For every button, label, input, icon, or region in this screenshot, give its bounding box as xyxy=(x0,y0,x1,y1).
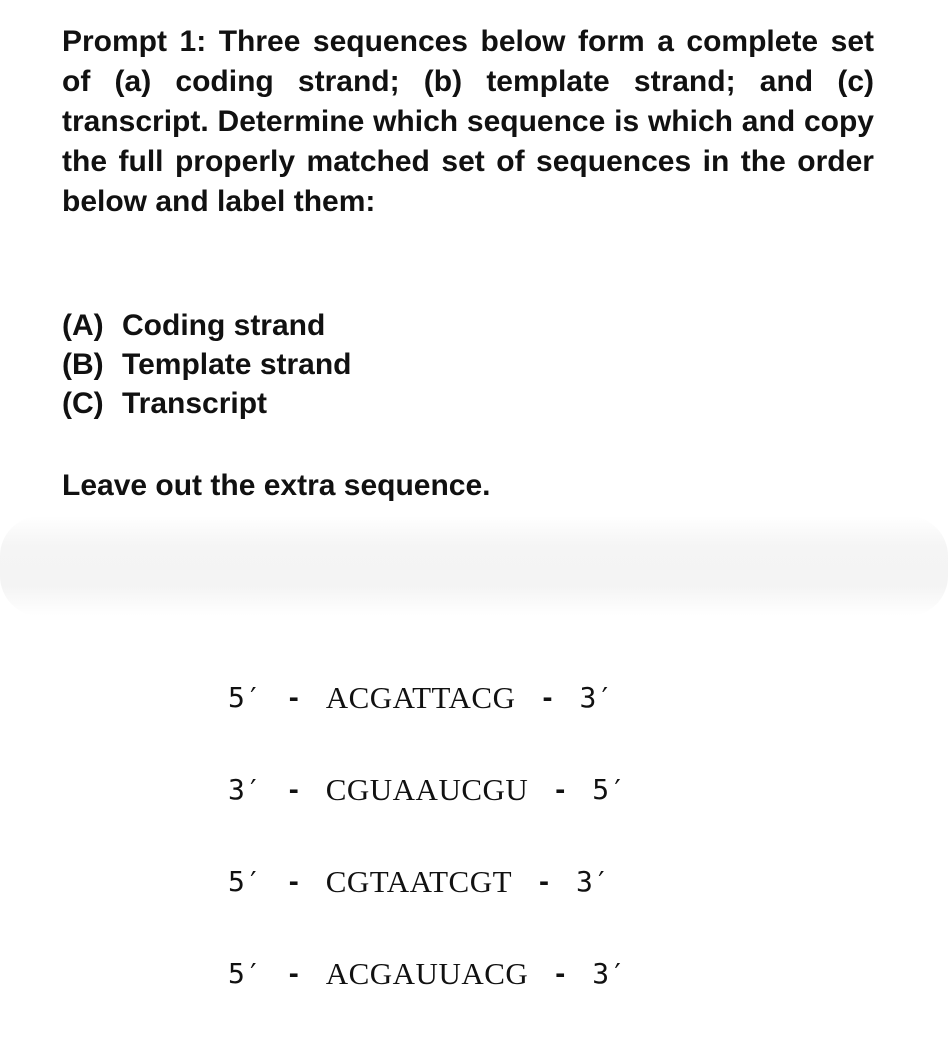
sequence-row xyxy=(228,860,626,952)
sequence-row xyxy=(228,676,626,768)
sequence-final-end: 5′ xyxy=(592,773,627,806)
sequence-start-end: 3′ xyxy=(228,773,262,806)
sequence-final-end: 3′ xyxy=(579,681,614,714)
sequence-row xyxy=(228,768,626,860)
sequence-dash: - xyxy=(288,773,299,806)
option-letter: (C) xyxy=(62,387,104,420)
prompt-text: Prompt 1: Three sequences below form a complete set of (a) coding strand; (b) template strand; and (c) transcript. Determine which sequence is which and copy the full properly matched set of sequences in the order below and label them: xyxy=(62,25,874,218)
sequence-dash: - xyxy=(288,681,299,714)
option-transcript xyxy=(62,384,352,423)
options-list xyxy=(62,306,352,423)
sequence-bases: ACGAUUACG xyxy=(325,956,529,991)
option-label: Template strand xyxy=(122,348,352,381)
option-label: Coding strand xyxy=(122,309,326,342)
sequence-start-end: 5′ xyxy=(228,865,262,898)
sequence-dash: - xyxy=(288,865,299,898)
blurred-region xyxy=(0,516,948,616)
sequence-list xyxy=(228,676,626,1044)
sequence-start-end: 5′ xyxy=(228,957,262,990)
sequence-dash: - xyxy=(288,957,299,990)
sequence-bases: CGUAAUCGU xyxy=(325,772,529,807)
sequence-bases: CGTAATCGT xyxy=(325,864,513,899)
sequence-bases: ACGATTACG xyxy=(325,680,516,715)
sequence-row xyxy=(228,952,626,1044)
sequence-final-end: 3′ xyxy=(576,865,610,898)
option-template-strand xyxy=(62,345,352,384)
option-coding-strand xyxy=(62,306,352,345)
sequence-dash: - xyxy=(539,865,550,898)
option-letter: (A) xyxy=(62,309,104,342)
sequence-final-end: 3′ xyxy=(592,957,627,990)
sequence-start-end: 5′ xyxy=(228,681,262,714)
sequence-dash: - xyxy=(555,773,566,806)
sequence-dash: - xyxy=(555,957,566,990)
instruction-text: Leave out the extra sequence. xyxy=(62,469,491,502)
option-letter: (B) xyxy=(62,348,104,381)
option-label: Transcript xyxy=(122,387,268,420)
sequence-dash: - xyxy=(542,681,553,714)
